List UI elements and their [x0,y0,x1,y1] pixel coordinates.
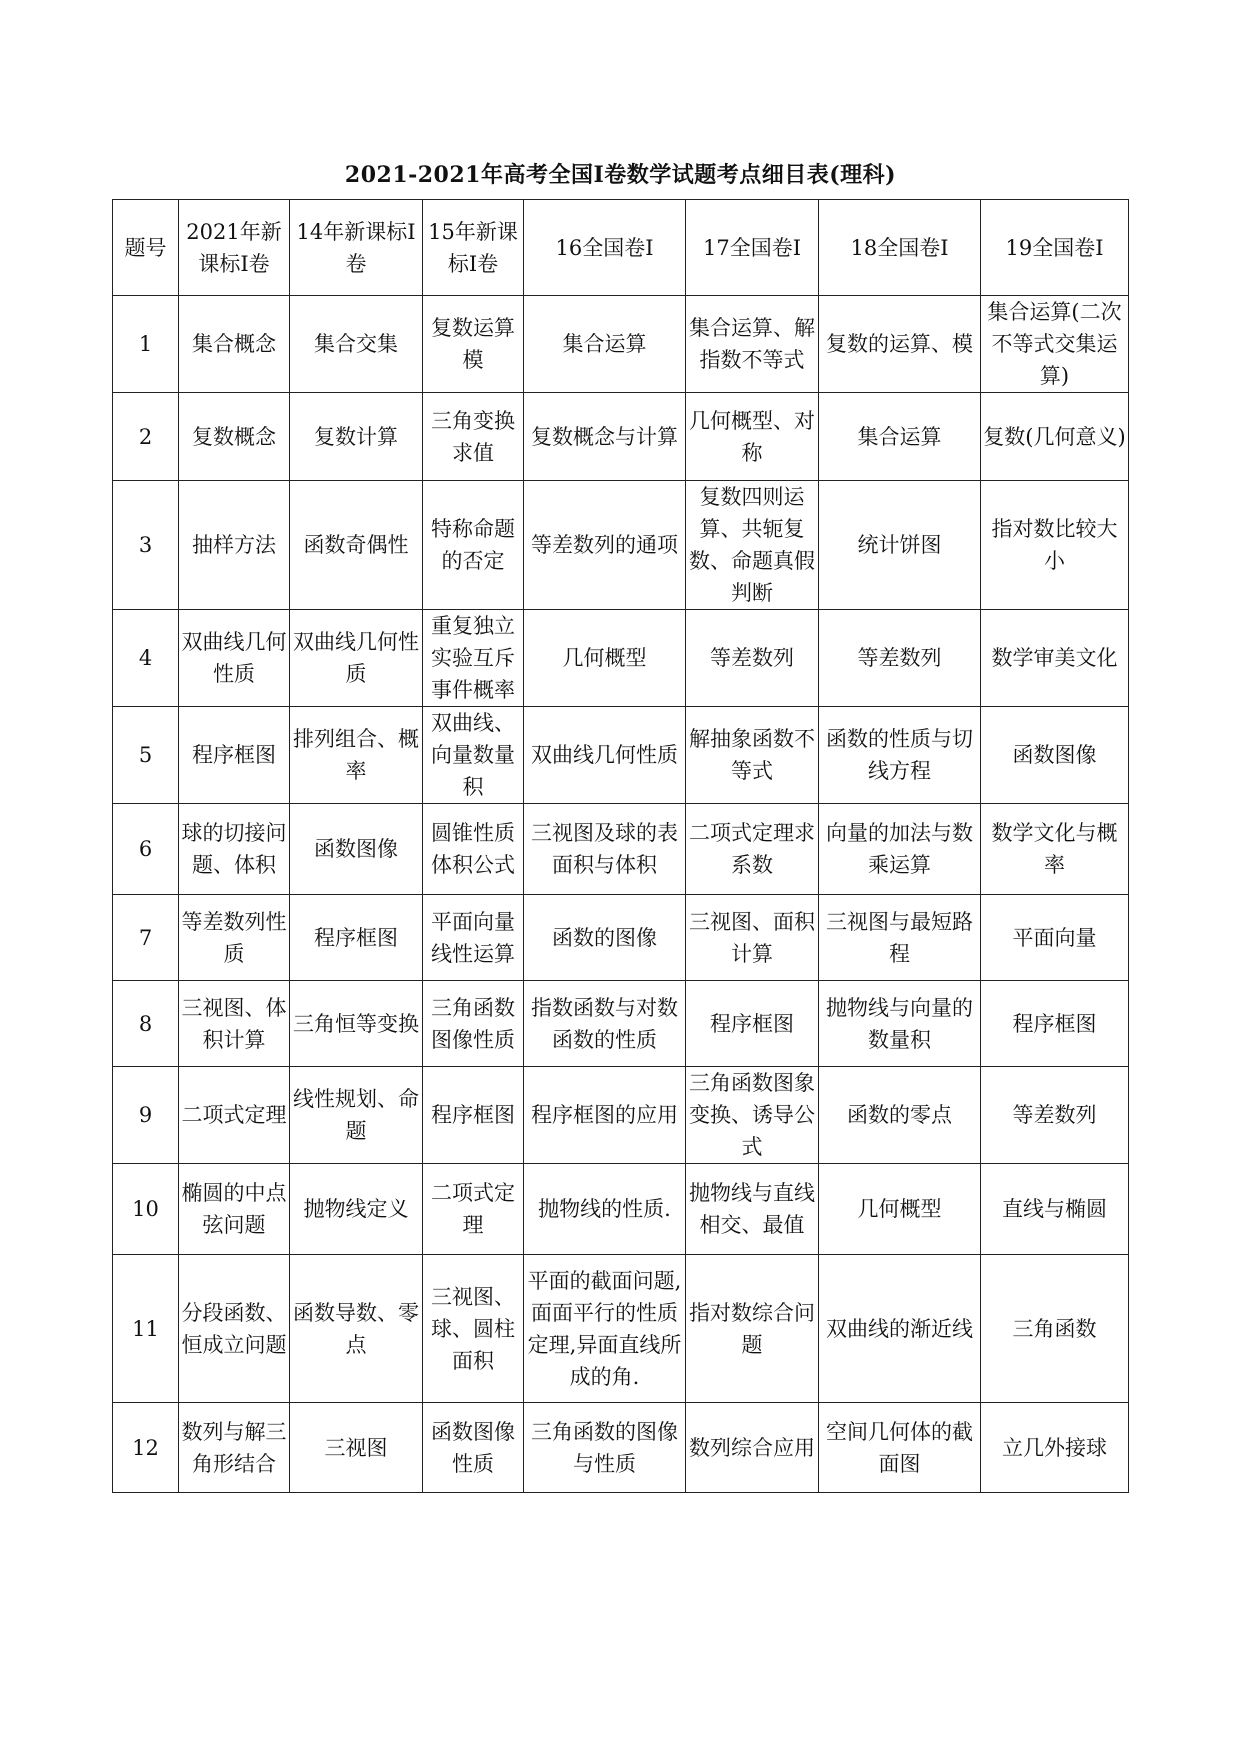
question-number-cell: 10 [113,1164,179,1255]
question-number-cell: 4 [113,610,179,707]
table-row [113,895,1129,981]
topic-cell: 平面向量线性运算 [423,895,524,981]
topic-cell: 等差数列的通项 [524,481,686,610]
topic-cell: 等差数列 [819,610,981,707]
topic-cell: 线性规划、命题 [290,1067,423,1164]
column-header: 15年新课标I卷 [423,200,524,296]
topic-cell: 指数函数与对数函数的性质 [524,981,686,1067]
topic-cell: 集合运算、解指数不等式 [686,296,819,393]
topic-cell: 数列与解三角形结合 [179,1403,290,1493]
column-header: 17全国卷I [686,200,819,296]
topic-cell: 集合运算 [524,296,686,393]
topic-cell: 抽样方法 [179,481,290,610]
topic-cell: 椭圆的中点弦问题 [179,1164,290,1255]
question-number-cell: 11 [113,1255,179,1403]
topic-cell: 复数的运算、模 [819,296,981,393]
topic-cell: 函数的图像 [524,895,686,981]
column-header: 18全国卷I [819,200,981,296]
topic-cell: 函数的零点 [819,1067,981,1164]
topic-cell: 集合概念 [179,296,290,393]
column-header: 2021年新课标I卷 [179,200,290,296]
topic-cell: 数学审美文化 [981,610,1129,707]
topic-cell: 双曲线几何性质 [179,610,290,707]
topic-cell: 程序框图 [423,1067,524,1164]
topic-cell: 复数计算 [290,393,423,481]
topic-cell: 双曲线、向量数量积 [423,707,524,804]
question-number-cell: 6 [113,804,179,895]
topic-cell: 三角变换求值 [423,393,524,481]
topic-cell: 程序框图 [686,981,819,1067]
topic-cell: 复数概念 [179,393,290,481]
question-number-cell: 2 [113,393,179,481]
topic-cell: 函数图像 [290,804,423,895]
topic-cell: 空间几何体的截面图 [819,1403,981,1493]
topic-cell: 数学文化与概率 [981,804,1129,895]
table-row [113,610,1129,707]
topic-cell: 函数图像性质 [423,1403,524,1493]
topic-cell: 指对数综合问题 [686,1255,819,1403]
topic-cell: 复数运算模 [423,296,524,393]
topic-cell: 等差数列性质 [179,895,290,981]
topic-cell: 平面的截面问题,面面平行的性质定理,异面直线所成的角. [524,1255,686,1403]
question-number-cell: 9 [113,1067,179,1164]
topic-cell: 程序框图 [179,707,290,804]
topic-cell: 球的切接问题、体积 [179,804,290,895]
table-row [113,1403,1129,1493]
table-row [113,393,1129,481]
question-number-cell: 3 [113,481,179,610]
topic-cell: 函数的性质与切线方程 [819,707,981,804]
topic-cell: 三角函数的图像与性质 [524,1403,686,1493]
topic-cell: 三视图、球、圆柱面积 [423,1255,524,1403]
topic-cell: 几何概型 [819,1164,981,1255]
exam-topics-table [112,199,1129,1493]
topic-cell: 数列综合应用 [686,1403,819,1493]
column-header: 16全国卷I [524,200,686,296]
column-header: 19全国卷I [981,200,1129,296]
topic-cell: 三角函数 [981,1255,1129,1403]
topic-cell: 二项式定理 [179,1067,290,1164]
table-header [113,200,1129,296]
table-body [113,296,1129,1493]
topic-cell: 程序框图 [290,895,423,981]
topic-cell: 集合运算(二次不等式交集运算) [981,296,1129,393]
topic-cell: 排列组合、概率 [290,707,423,804]
question-number-cell: 8 [113,981,179,1067]
topic-cell: 二项式定理求系数 [686,804,819,895]
table-row [113,1164,1129,1255]
topic-cell: 特称命题的否定 [423,481,524,610]
topic-cell: 几何概型、对称 [686,393,819,481]
question-number-cell: 1 [113,296,179,393]
topic-cell: 等差数列 [981,1067,1129,1164]
table-row [113,804,1129,895]
topic-cell: 函数图像 [981,707,1129,804]
table-row [113,1255,1129,1403]
topic-cell: 复数四则运算、共轭复数、命题真假判断 [686,481,819,610]
topic-cell: 双曲线的渐近线 [819,1255,981,1403]
topic-cell: 程序框图的应用 [524,1067,686,1164]
topic-cell: 三视图 [290,1403,423,1493]
topic-cell: 函数导数、零点 [290,1255,423,1403]
topic-cell: 直线与椭圆 [981,1164,1129,1255]
table-row [113,481,1129,610]
topic-cell: 指对数比较大小 [981,481,1129,610]
topic-cell: 三角函数图像性质 [423,981,524,1067]
topic-cell: 几何概型 [524,610,686,707]
topic-cell: 程序框图 [981,981,1129,1067]
topic-cell: 三角恒等变换 [290,981,423,1067]
topic-cell: 抛物线定义 [290,1164,423,1255]
topic-cell: 复数概念与计算 [524,393,686,481]
topic-cell: 双曲线几何性质 [290,610,423,707]
topic-cell: 三角函数图象变换、诱导公式 [686,1067,819,1164]
topic-cell: 集合交集 [290,296,423,393]
topic-cell: 向量的加法与数乘运算 [819,804,981,895]
header-row [113,200,1129,296]
topic-cell: 抛物线的性质. [524,1164,686,1255]
topic-cell: 三视图、面积计算 [686,895,819,981]
topic-cell: 三视图与最短路程 [819,895,981,981]
topic-cell: 抛物线与向量的数量积 [819,981,981,1067]
topic-cell: 重复独立实验互斥事件概率 [423,610,524,707]
topic-cell: 函数奇偶性 [290,481,423,610]
question-number-cell: 7 [113,895,179,981]
table-row [113,296,1129,393]
topic-cell: 双曲线几何性质 [524,707,686,804]
topic-cell: 圆锥性质体积公式 [423,804,524,895]
topic-cell: 平面向量 [981,895,1129,981]
topic-cell: 三视图、体积计算 [179,981,290,1067]
topic-cell: 三视图及球的表面积与体积 [524,804,686,895]
topic-cell: 二项式定理 [423,1164,524,1255]
topic-cell: 等差数列 [686,610,819,707]
topic-cell: 抛物线与直线相交、最值 [686,1164,819,1255]
question-number-cell: 12 [113,1403,179,1493]
topic-cell: 立几外接球 [981,1403,1129,1493]
column-header: 14年新课标I卷 [290,200,423,296]
table-row [113,1067,1129,1164]
document-title: 2021-2021年高考全国I卷数学试题考点细目表(理科) [344,162,897,188]
topic-cell: 解抽象函数不等式 [686,707,819,804]
topic-cell: 集合运算 [819,393,981,481]
column-header: 题号 [113,200,179,296]
topic-cell: 分段函数、恒成立问题 [179,1255,290,1403]
question-number-cell: 5 [113,707,179,804]
table-row [113,707,1129,804]
topic-cell: 复数(几何意义) [981,393,1129,481]
table-row [113,981,1129,1067]
topic-cell: 统计饼图 [819,481,981,610]
